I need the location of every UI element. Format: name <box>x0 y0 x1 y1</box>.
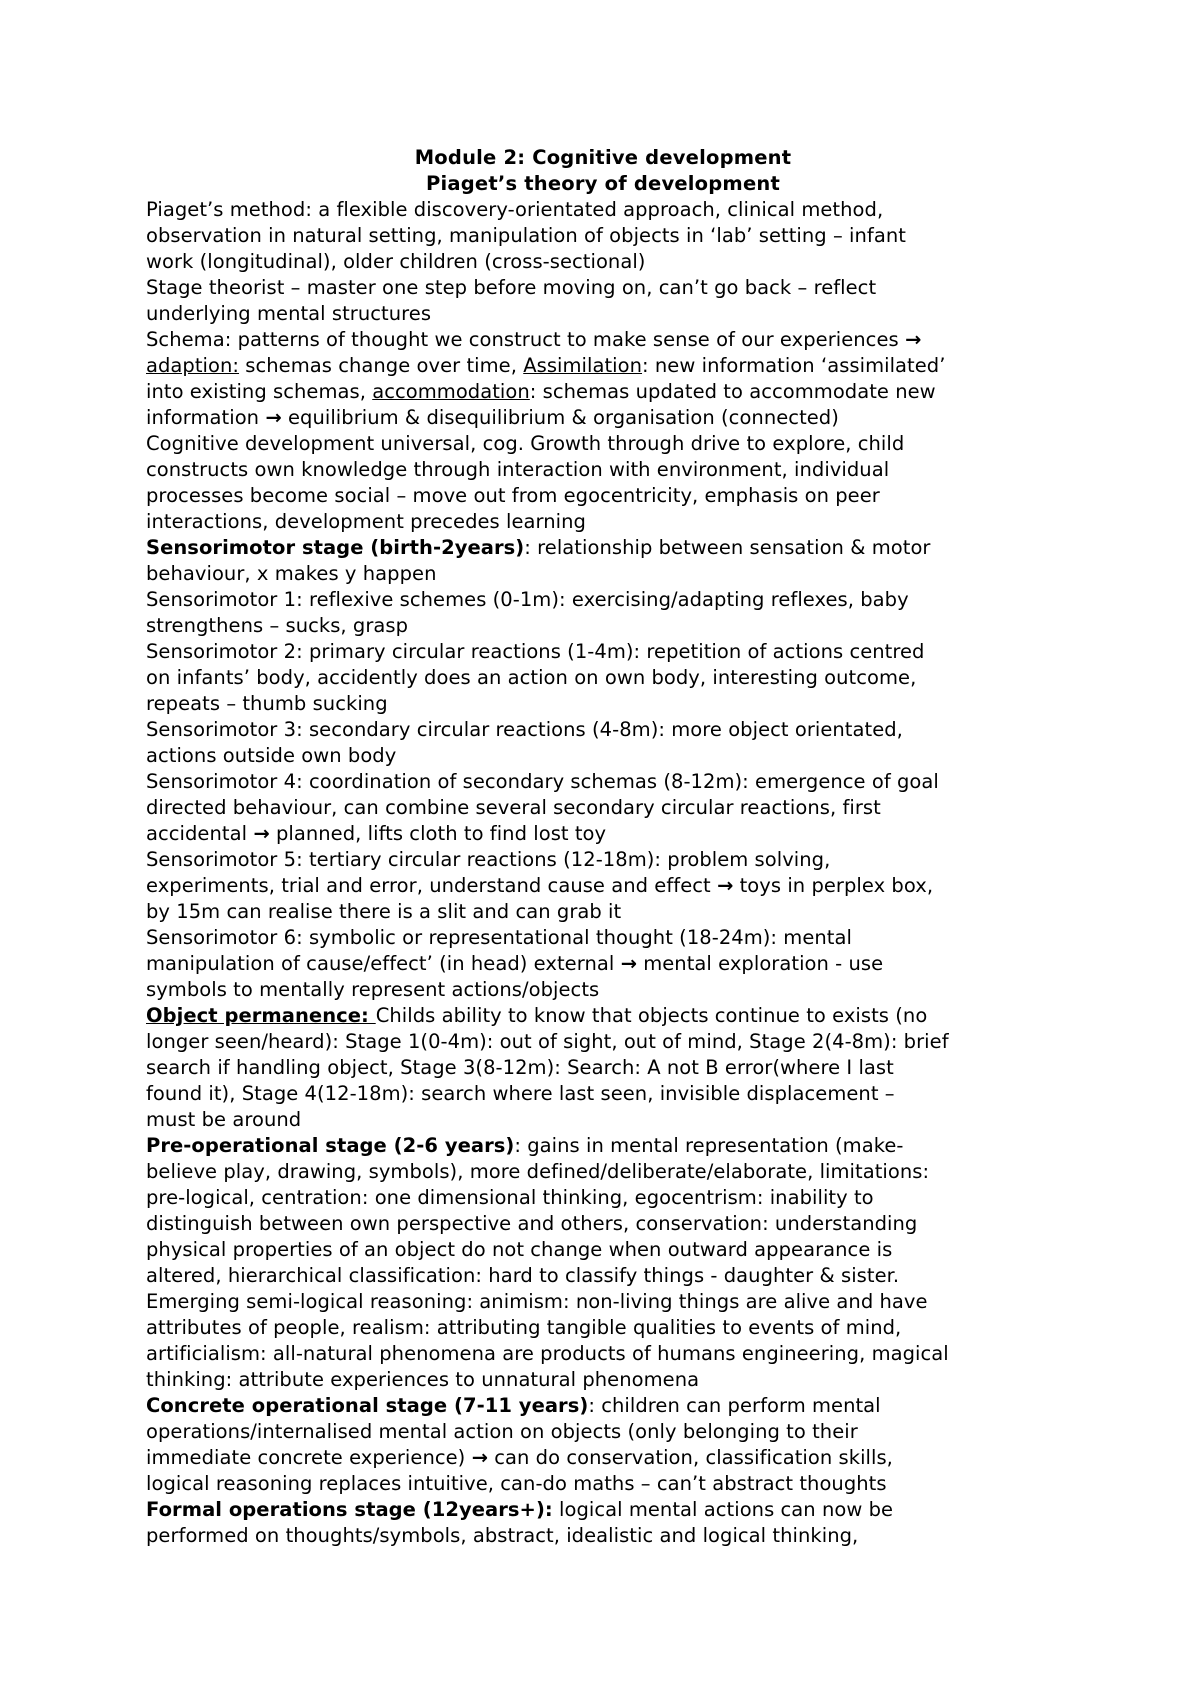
text-run: Piaget’s method: a flexible discovery-orientated approach, clinical method, <box>146 198 884 221</box>
text-run: Sensorimotor 5: tertiary circular reactions (12-18m): problem solving, <box>146 848 831 871</box>
text-run: symbols to mentally represent actions/objects <box>146 978 600 1001</box>
text-run: attributes of people, realism: attributing tangible qualities to events of mind, <box>146 1316 902 1339</box>
text-run: Sensorimotor stage (birth-2years) <box>146 536 525 559</box>
text-line <box>146 1029 1060 1055</box>
arrow-right-icon: → <box>716 874 734 897</box>
text-run: Childs ability to know that objects continue to exists (no <box>375 1004 928 1027</box>
text-run: experiments, trial and error, understand cause and effect <box>146 874 717 897</box>
text-run: Emerging semi-logical reasoning: animism: non-living things are alive and have <box>146 1290 928 1313</box>
text-line <box>146 925 1060 951</box>
text-run: thinking: attribute experiences to unnatural phenomena <box>146 1368 700 1391</box>
document-body <box>146 197 1060 1549</box>
text-run: Sensorimotor 4: coordination of secondary schemas (8-12m): emergence of goal <box>146 770 939 793</box>
text-line <box>146 223 1060 249</box>
arrow-right-icon: → <box>265 406 282 429</box>
text-run: mental exploration - use <box>636 952 884 975</box>
text-run: Object permanence: <box>146 1004 376 1027</box>
text-run: Schema: patterns of thought we construct to make sense of our experiences <box>146 328 905 351</box>
text-line <box>146 717 1060 743</box>
text-line <box>146 379 1060 405</box>
text-line <box>146 1211 1060 1237</box>
text-line <box>146 1471 1060 1497</box>
text-run: distinguish between own perspective and others, conservation: understanding <box>146 1212 918 1235</box>
text-run: directed behaviour, can combine several secondary circular reactions, first <box>146 796 881 819</box>
text-line <box>146 1133 1060 1159</box>
text-run: : children can perform mental <box>588 1394 881 1417</box>
text-line <box>146 639 1060 665</box>
text-run: constructs own knowledge through interaction with environment, individual <box>146 458 890 481</box>
text-line <box>146 665 1060 691</box>
text-run: can do conservation, classification skills, <box>487 1446 893 1469</box>
text-line <box>146 1081 1060 1107</box>
text-run: pre-logical, centration: one dimensional thinking, egocentrism: inability to <box>146 1186 874 1209</box>
text-run: schemas change over time, <box>239 354 524 377</box>
text-line <box>146 353 1060 379</box>
text-run: repeats – thumb sucking <box>146 692 388 715</box>
text-line <box>146 1289 1060 1315</box>
text-run: Concrete operational stage (7-11 years) <box>146 1394 589 1417</box>
text-run: Formal operations stage (12years+): <box>146 1498 553 1521</box>
text-run: actions outside own body <box>146 744 397 767</box>
arrow-right-icon: → <box>253 822 270 845</box>
text-line <box>146 509 1060 535</box>
text-run: information <box>146 406 266 429</box>
text-run: into existing schemas, <box>146 380 373 403</box>
text-line <box>146 1341 1060 1367</box>
arrow-right-icon: → <box>620 952 637 975</box>
text-run: observation in natural setting, manipulation of objects in ‘lab’ setting – infant <box>146 224 906 247</box>
text-run: by 15m can realise there is a slit and can grab it <box>146 900 622 923</box>
text-line <box>146 275 1060 301</box>
text-run: found it), Stage 4(12-18m): search where last seen, invisible displacement – <box>146 1082 895 1105</box>
text-run: accommodation <box>372 380 530 403</box>
text-run: altered, hierarchical classification: hard to classify things - daughter & sister. <box>146 1264 900 1287</box>
text-line <box>146 821 1060 847</box>
text-line <box>146 1003 1060 1029</box>
text-run: Assimilation <box>523 354 643 377</box>
text-run: planned, lifts cloth to find lost toy <box>269 822 607 845</box>
text-line <box>146 769 1060 795</box>
text-line <box>146 951 1060 977</box>
text-run: adaption: <box>146 354 240 377</box>
text-run: : gains in mental representation (make- <box>514 1134 904 1157</box>
text-run: believe play, drawing, symbols), more defined/deliberate/elaborate, limitations: <box>146 1160 930 1183</box>
text-line <box>146 847 1060 873</box>
text-line <box>146 1185 1060 1211</box>
text-run: processes become social – move out from egocentricity, emphasis on peer <box>146 484 880 507</box>
text-run: Stage theorist – master one step before moving on, can’t go back – reflect <box>146 276 877 299</box>
text-run: accidental <box>146 822 254 845</box>
text-line <box>146 1367 1060 1393</box>
text-line <box>146 1055 1060 1081</box>
text-line <box>146 1445 1060 1471</box>
text-line <box>146 587 1060 613</box>
text-line <box>146 327 1060 353</box>
text-line <box>146 483 1060 509</box>
document-subtitle: Piaget’s theory of development <box>426 172 780 195</box>
text-run: must be around <box>146 1108 302 1131</box>
text-line <box>146 1237 1060 1263</box>
text-line <box>146 431 1060 457</box>
text-line <box>146 691 1060 717</box>
text-line <box>146 1263 1060 1289</box>
text-run: work (longitudinal), older children (cross-sectional) <box>146 250 646 273</box>
text-line <box>146 1497 1060 1523</box>
text-line <box>146 561 1060 587</box>
text-run: toys in perplex box, <box>733 874 934 897</box>
text-run: Pre-operational stage (2-6 years) <box>146 1134 515 1157</box>
text-line <box>146 249 1060 275</box>
text-line <box>146 899 1060 925</box>
text-run: underlying mental structures <box>146 302 432 325</box>
text-run: Sensorimotor 2: primary circular reactions (1-4m): repetition of actions centred <box>146 640 925 663</box>
text-line <box>146 535 1060 561</box>
text-run: immediate concrete experience) <box>146 1446 472 1469</box>
text-run: : relationship between sensation & motor <box>524 536 931 559</box>
text-run: Cognitive development universal, cog. Growth through drive to explore, child <box>146 432 905 455</box>
text-run: strengthens – sucks, grasp <box>146 614 409 637</box>
text-line <box>146 301 1060 327</box>
text-line <box>146 1523 1060 1549</box>
text-line <box>146 1315 1060 1341</box>
text-run: manipulation of cause/effect’ (in head) external <box>146 952 621 975</box>
text-run: operations/internalised mental action on objects (only belonging to their <box>146 1420 858 1443</box>
text-run: performed on thoughts/symbols, abstract, idealistic and logical thinking, <box>146 1524 859 1547</box>
text-line <box>146 613 1060 639</box>
text-run: equilibrium & disequilibrium & organisation (connected) <box>281 406 839 429</box>
arrow-right-icon: → <box>471 1446 488 1469</box>
text-run: : schemas updated to accommodate new <box>529 380 936 403</box>
text-run: interactions, development precedes learning <box>146 510 586 533</box>
arrow-right-icon: → <box>904 328 922 351</box>
text-line <box>146 795 1060 821</box>
text-run: search if handling object, Stage 3(8-12m): Search: A not B error(where I last <box>146 1056 894 1079</box>
document-title: Module 2: Cognitive development <box>414 146 792 169</box>
text-run: Sensorimotor 1: reflexive schemes (0-1m): exercising/adapting reflexes, baby <box>146 588 909 611</box>
text-line <box>146 977 1060 1003</box>
text-line <box>146 405 1060 431</box>
text-run: : new information ‘assimilated’ <box>642 354 946 377</box>
text-run: behaviour, x makes y happen <box>146 562 437 585</box>
text-run: Sensorimotor 6: symbolic or representational thought (18-24m): mental <box>146 926 852 949</box>
text-run: Sensorimotor 3: secondary circular reactions (4-8m): more object orientated, <box>146 718 903 741</box>
text-run: physical properties of an object do not change when outward appearance is <box>146 1238 893 1261</box>
text-line <box>146 873 1060 899</box>
text-line <box>146 743 1060 769</box>
text-run: artificialism: all-natural phenomena are products of humans engineering, magical <box>146 1342 949 1365</box>
text-run: logical mental actions can now be <box>552 1498 894 1521</box>
text-line <box>146 1419 1060 1445</box>
text-line <box>146 1107 1060 1133</box>
text-line <box>146 457 1060 483</box>
text-line <box>146 1393 1060 1419</box>
text-run: logical reasoning replaces intuitive, can-do maths – can’t abstract thoughts <box>146 1472 887 1495</box>
text-run: longer seen/heard): Stage 1(0-4m): out of sight, out of mind, Stage 2(4-8m): brief <box>146 1030 949 1053</box>
text-line <box>146 1159 1060 1185</box>
text-line <box>146 197 1060 223</box>
text-run: on infants’ body, accidently does an action on own body, interesting outcome, <box>146 666 917 689</box>
